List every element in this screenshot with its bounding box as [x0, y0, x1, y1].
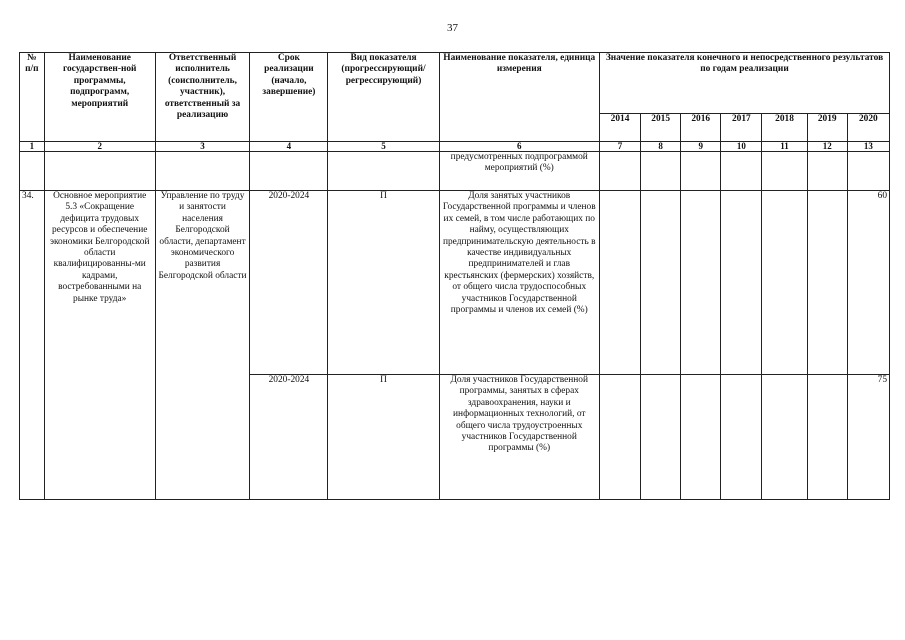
indicator-name-cell: предусмотренных подпрограммой мероприятий (%) — [439, 152, 599, 191]
column-number: 4 — [250, 142, 328, 152]
table-row — [20, 152, 890, 191]
column-number: 9 — [681, 142, 721, 152]
value-2020-cell: 60 — [847, 191, 889, 375]
header-year: 2016 — [681, 114, 721, 142]
column-number: 2 — [44, 142, 155, 152]
header-num: № п/п — [20, 53, 45, 142]
table-row — [20, 191, 890, 375]
column-number: 1 — [20, 142, 45, 152]
header-executor: Ответственный исполнитель (соисполнитель, участник), ответственный за реализацию — [155, 53, 250, 142]
row-number-cell: 34. — [20, 191, 45, 500]
header-year: 2017 — [721, 114, 762, 142]
column-number: 6 — [439, 142, 599, 152]
period-cell: 2020-2024 — [250, 191, 328, 375]
column-number: 5 — [328, 142, 439, 152]
column-number: 7 — [599, 142, 640, 152]
program-cell: Основное мероприятие 5.3 «Сокращение дефицита трудовых ресурсов и обеспечение экономики Белгородской области квалифицированны-ми кадрами, востребованными на рынке труда» — [44, 191, 155, 500]
executor-cell: Управление по труду и занятости населения Белгородской области, департамент экономического развития Белгородской области — [155, 191, 250, 500]
header-year: 2019 — [807, 114, 847, 142]
header-values-group: Значение показателя конечного и непосредственного результатов по годам реализации — [599, 53, 889, 114]
header-year: 2018 — [762, 114, 807, 142]
column-number: 11 — [762, 142, 807, 152]
indicator-type-cell: П — [328, 375, 439, 500]
indicator-name-cell: Доля участников Государственной программы, занятых в сферах здравоохранения, науки и информационных технологий, от общего числа трудоустроенных участников Государственной программы (%) — [439, 375, 599, 500]
column-number: 8 — [641, 142, 681, 152]
header-program: Наименование государствен-ной программы, подпрограмм, мероприятий — [44, 53, 155, 142]
indicator-name-cell: Доля занятых участников Государственной программы и членов их семей, в том числе работающих по найму, осуществляющих предпринимательскую деятельность в качестве индивидуальных предпринимателей и глав крестьянских (фермерских) хозяйств, от общего числа трудоспособных участников Государственной программы и членов их семей (%) — [439, 191, 599, 375]
column-number: 3 — [155, 142, 250, 152]
header-year: 2014 — [599, 114, 640, 142]
period-cell: 2020-2024 — [250, 375, 328, 500]
header-indicator-name: Наименование показателя, единица измерения — [439, 53, 599, 142]
header-indicator-type: Вид показателя (прогрессирующий/ регрессирующий) — [328, 53, 439, 142]
page-number: 37 — [447, 22, 458, 34]
column-number: 13 — [847, 142, 889, 152]
header-year: 2020 — [847, 114, 889, 142]
header-year: 2015 — [641, 114, 681, 142]
column-number: 10 — [721, 142, 762, 152]
header-period: Срок реализации (начало, завершение) — [250, 53, 328, 142]
indicators-table — [19, 52, 890, 500]
column-number: 12 — [807, 142, 847, 152]
value-2020-cell: 75 — [847, 375, 889, 500]
indicator-type-cell: П — [328, 191, 439, 375]
